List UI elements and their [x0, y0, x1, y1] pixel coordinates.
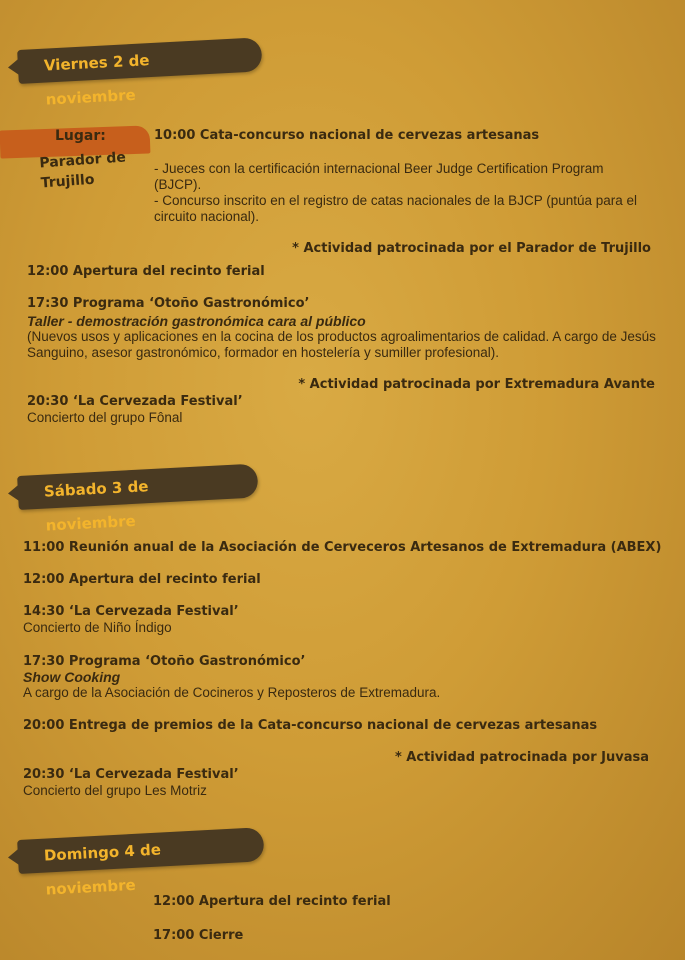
event-title: 10:00 Cata-concurso nacional de cervezas artesanas	[154, 128, 540, 143]
day-banner-label: Viernes 2 de noviembre	[43, 51, 150, 109]
event-title: 20:30 ‘La Cervezada Festival’	[23, 767, 239, 782]
day-banner-viernes	[17, 37, 262, 109]
event-title: 17:30 Programa ‘Otoño Gastronómico’	[23, 654, 306, 669]
sponsor-note: * Actividad patrocinada por Extremadura Avante	[298, 377, 655, 392]
sponsor-note: * Actividad patrocinada por Juvasa	[394, 750, 649, 765]
event-title: 17:30 Programa ‘Otoño Gastronómico’	[27, 296, 310, 311]
event-title: 11:00 Reunión anual de la Asociación de Cerveceros Artesanos de Extremadura (ABEX)	[23, 540, 662, 555]
event-title: 12:00 Apertura del recinto ferial	[23, 572, 261, 587]
day-banner-label: Sábado 3 de noviembre	[43, 477, 149, 535]
event-subtitle: Show Cooking	[23, 669, 121, 685]
event-title: 12:00 Apertura del recinto ferial	[27, 264, 265, 279]
event-title: 20:30 ‘La Cervezada Festival’	[27, 394, 243, 409]
event-description: (Nuevos usos y aplicaciones en la cocina de los productos agroalimentarios de calidad. A cargo de Jesús Sanguino, asesor gastronómico, formador en hostelería y sumiller profesional).	[27, 329, 656, 360]
event-description: Concierto de Niño Índigo	[23, 620, 172, 635]
event-subtitle: Taller - demostración gastronómica cara al público	[27, 313, 366, 329]
event-title: 14:30 ‘La Cervezada Festival’	[23, 604, 239, 619]
event-title: 12:00 Apertura del recinto ferial	[153, 894, 391, 909]
event-description: Concierto del grupo Les Motriz	[23, 783, 207, 798]
event-description: A cargo de la Asociación de Cocineros y Reposteros de Extremadura.	[23, 685, 441, 700]
day-banner-label: Domingo 4 de noviembre	[43, 840, 162, 899]
lugar-label: Lugar:	[55, 128, 106, 144]
event-description: Concierto del grupo Fônal	[27, 410, 183, 425]
event-description: - Jueces con la certificación internacional Beer Judge Certification Program (BJCP). - Concurso inscrito en el registro de catas nacionales de la BJCP (puntúa para el circuito nacional).	[154, 161, 638, 224]
day-banner-domingo	[17, 827, 264, 899]
sponsor-note: * Actividad patrocinada por el Parador de Trujillo	[292, 241, 651, 256]
lugar-place: Parador de Trujillo	[38, 149, 127, 192]
event-title: 17:00 Cierre	[153, 928, 244, 943]
event-title: 20:00 Entrega de premios de la Cata-concurso nacional de cervezas artesanas	[23, 718, 598, 733]
day-banner-sabado	[17, 463, 258, 535]
